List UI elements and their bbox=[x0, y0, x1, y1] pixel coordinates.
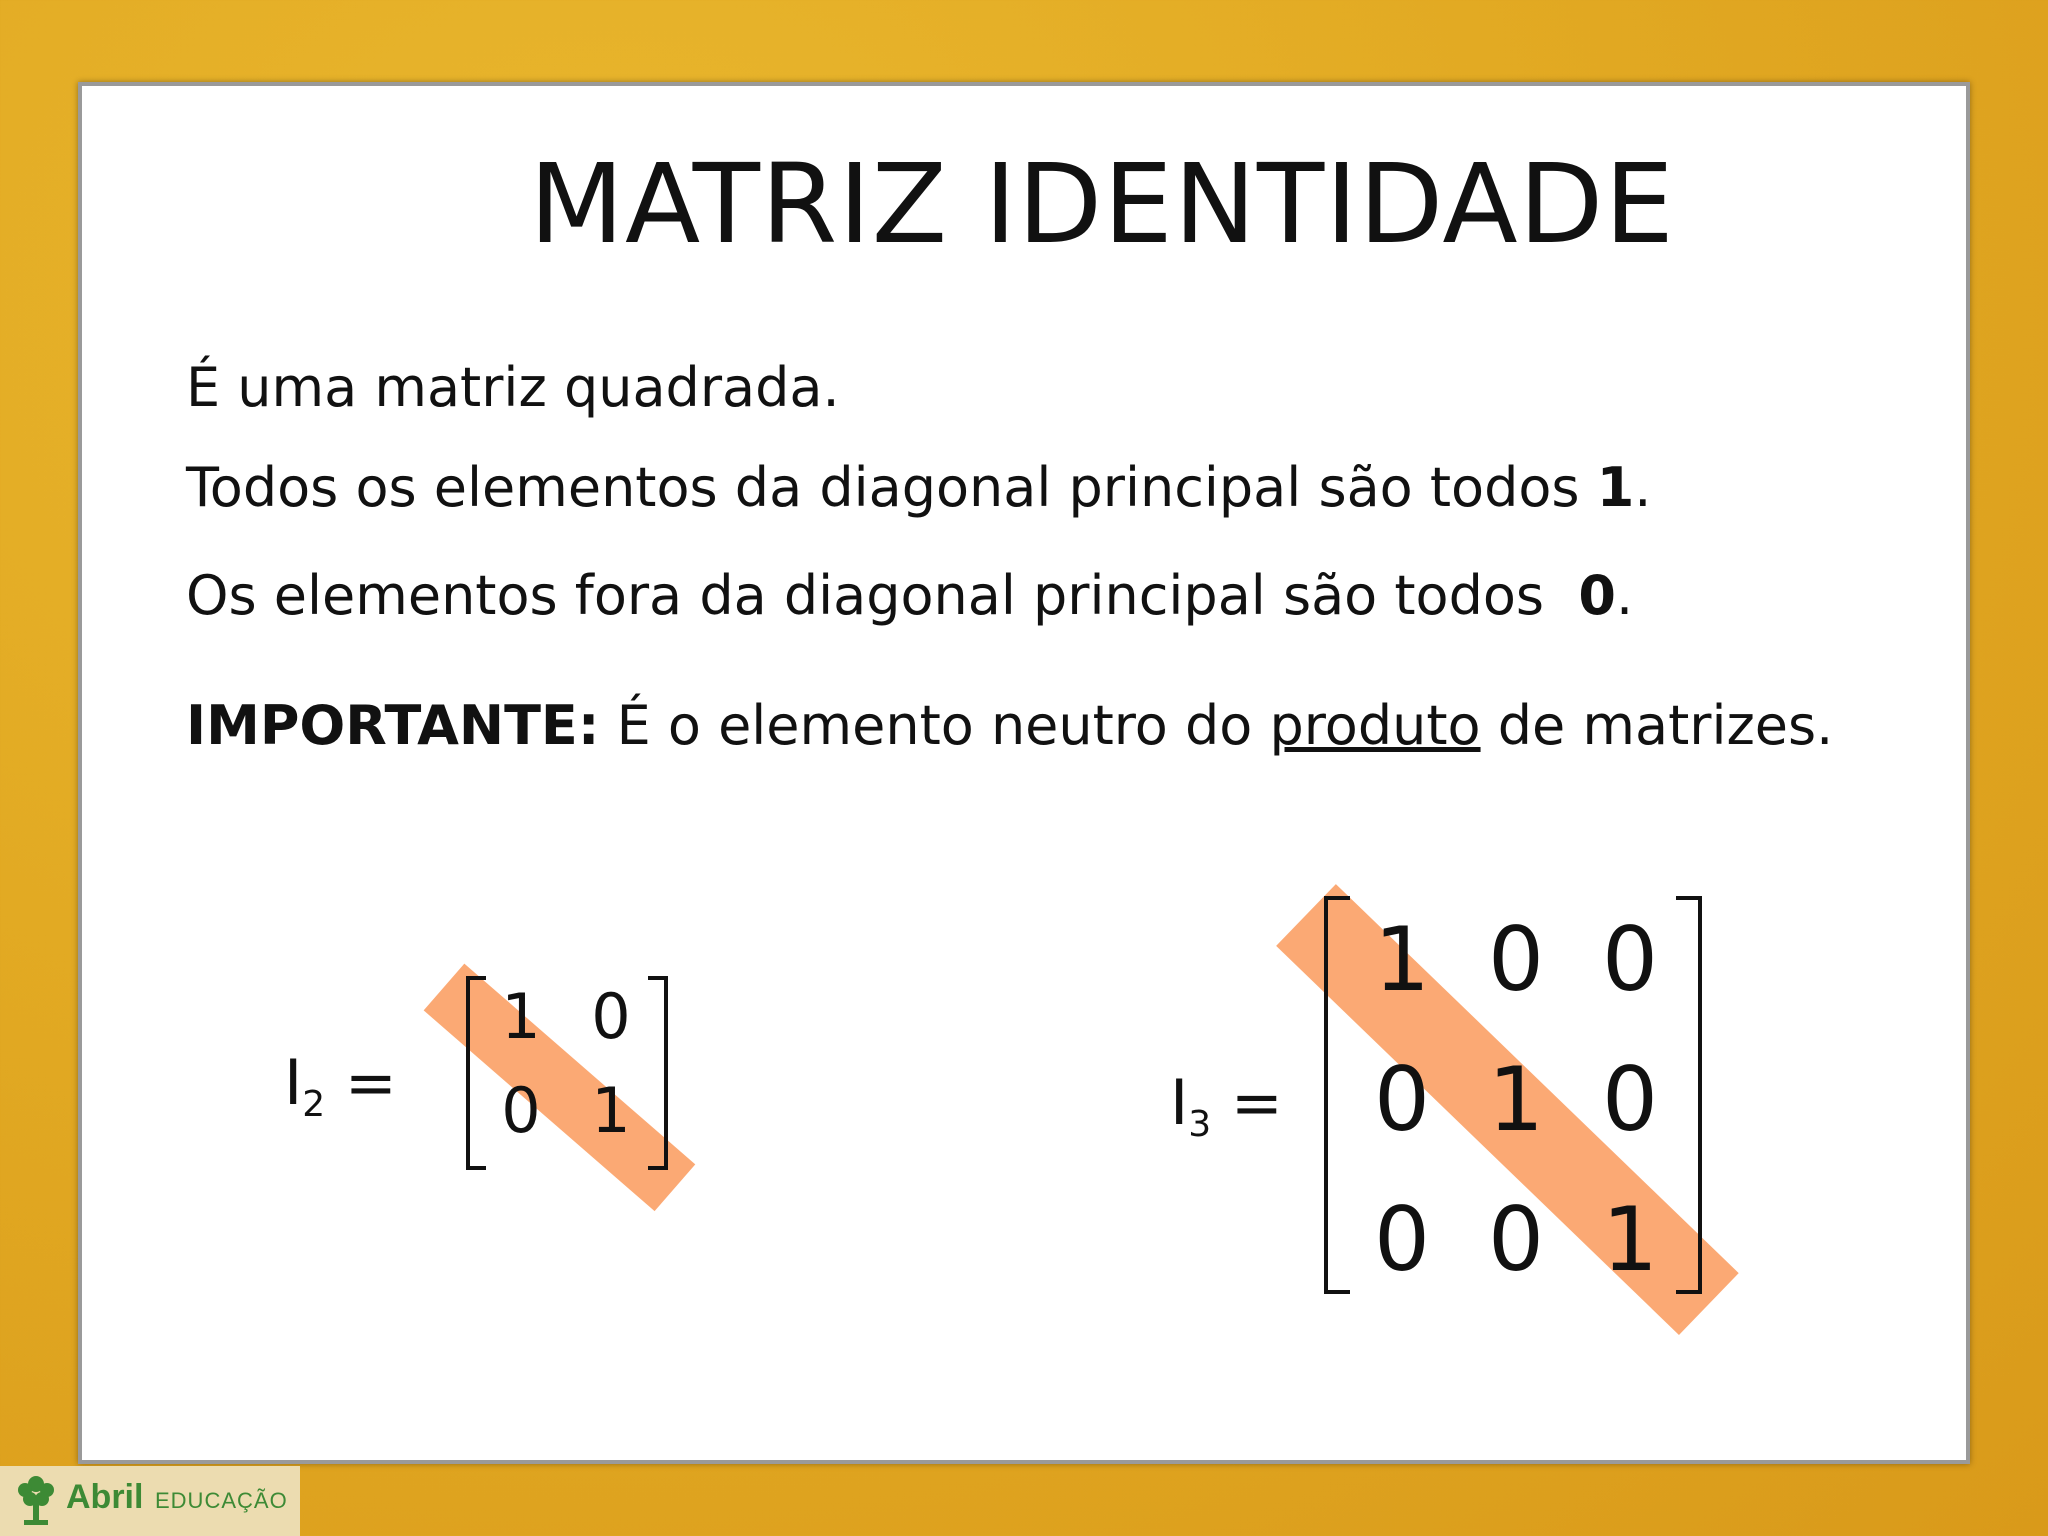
statement-off-diagonal-text: Os elementos fora da diagonal principal são todos bbox=[186, 564, 1579, 627]
statement-important bbox=[186, 694, 1833, 757]
tree-icon bbox=[14, 1472, 58, 1528]
important-text: É o elemento neutro do bbox=[599, 694, 1270, 757]
statement-diagonal-text: Todos os elementos da diagonal principal são todos bbox=[186, 456, 1597, 519]
i3-cell: 0 bbox=[1488, 1188, 1544, 1291]
statement-diagonal-end: . bbox=[1634, 456, 1652, 519]
i2-cell: 0 bbox=[591, 980, 631, 1053]
i3-cell: 1 bbox=[1374, 908, 1430, 1011]
i3-cell: 0 bbox=[1374, 1188, 1430, 1291]
i3-subscript: 3 bbox=[1188, 1104, 1212, 1145]
i2-cell: 0 bbox=[501, 1074, 541, 1147]
i3-equals: = bbox=[1211, 1066, 1283, 1139]
statement-square-text: É uma matriz quadrada. bbox=[186, 356, 840, 419]
logo-sub: EDUCAÇÃO bbox=[155, 1488, 288, 1513]
i2-subscript: 2 bbox=[302, 1084, 326, 1125]
i2-right-bracket bbox=[648, 976, 668, 1170]
i3-cell: 1 bbox=[1602, 1188, 1658, 1291]
statement-diagonal-value: 1 bbox=[1596, 456, 1635, 519]
matrix-i3 bbox=[1320, 896, 1720, 1296]
i3-label bbox=[1170, 1066, 1283, 1145]
i3-cell: 0 bbox=[1374, 1048, 1430, 1151]
important-end: de matrizes. bbox=[1480, 694, 1834, 757]
i3-left-bracket bbox=[1324, 896, 1350, 1294]
i2-left-bracket bbox=[466, 976, 486, 1170]
i3-cell: 0 bbox=[1602, 1048, 1658, 1151]
abril-educacao-logo bbox=[0, 1466, 300, 1536]
i2-equals: = bbox=[325, 1046, 397, 1119]
important-label: IMPORTANTE: bbox=[186, 694, 600, 757]
statement-off-diagonal bbox=[186, 564, 1633, 627]
i2-label bbox=[284, 1046, 397, 1125]
i3-letter: I bbox=[1170, 1066, 1189, 1139]
i2-cell: 1 bbox=[591, 1074, 631, 1147]
matrix-i2 bbox=[462, 966, 680, 1172]
statement-off-diagonal-end: . bbox=[1615, 564, 1634, 627]
statement-diagonal bbox=[186, 456, 1651, 519]
statement-off-diagonal-value: 0 bbox=[1578, 564, 1616, 627]
i3-cell: 1 bbox=[1488, 1048, 1544, 1151]
i2-cell: 1 bbox=[501, 980, 541, 1053]
slide-title: MATRIZ IDENTIDADE bbox=[529, 140, 1675, 268]
i2-letter: I bbox=[284, 1046, 303, 1119]
i3-cell: 0 bbox=[1488, 908, 1544, 1011]
i3-cell: 0 bbox=[1602, 908, 1658, 1011]
important-underlined: produto bbox=[1269, 694, 1481, 757]
statement-square bbox=[186, 356, 840, 419]
logo-brand: Abril bbox=[66, 1478, 144, 1516]
